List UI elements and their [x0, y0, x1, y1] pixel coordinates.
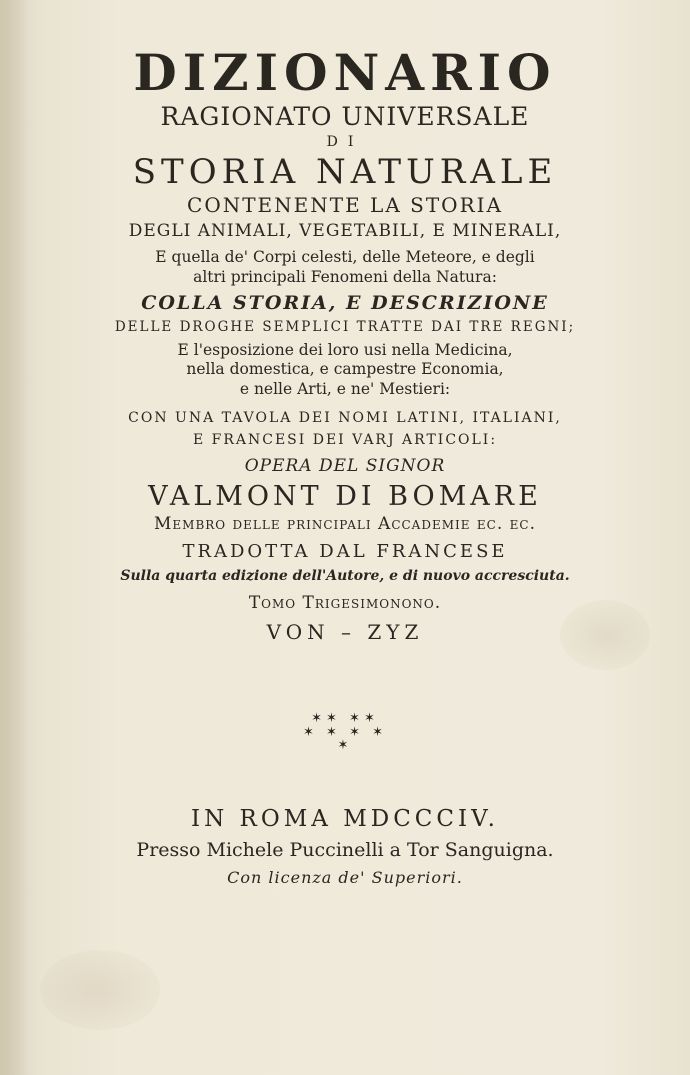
- subtitle-ragionato: RAGIONATO UNIVERSALE: [160, 102, 530, 131]
- author-affiliation: Membro delle principali Accademie ec. ec.: [153, 513, 537, 534]
- volume-range: VON – ZYZ: [266, 619, 424, 644]
- line-esposizione: E l'esposizione dei loro usi nella Medicina,: [177, 340, 513, 359]
- imprint: [0, 808, 690, 886]
- line-opera: OPERA DEL SIGNOR: [244, 455, 446, 476]
- line-droghe: DELLE DROGHE SEMPLICI TRATTE DAI TRE REGNI;: [114, 319, 576, 336]
- edition-note: Sulla quarta edizione dell'Autore, e di nuovo accresciuta.: [120, 567, 570, 584]
- line-degli-animali: DEGLI ANIMALI, VEGETABILI, E MINERALI,: [128, 221, 562, 241]
- ornament-row: ✶: [337, 738, 353, 754]
- preposition-di: DI: [326, 134, 364, 150]
- volume-number: Tomo Trigesimonono.: [248, 592, 442, 613]
- imprint-licence: Con licenza de' Superiori.: [227, 868, 463, 887]
- line-contenente: CONTENENTE LA STORIA: [187, 193, 503, 217]
- ornament-row: ✶ ✶ ✶ ✶: [303, 724, 387, 740]
- title-block: [0, 40, 690, 642]
- line-economia: nella domestica, e campestre Economia,: [186, 360, 504, 379]
- line-mestieri: e nelle Arti, e ne' Mestieri:: [239, 379, 451, 398]
- line-tavola: CON UNA TAVOLA DEI NOMI LATINI, ITALIANI,: [128, 410, 562, 427]
- paper-stain: [40, 950, 160, 1030]
- author-name: VALMONT DI BOMARE: [148, 480, 542, 512]
- ornament-row: ✶✶ ✶✶: [311, 711, 379, 726]
- line-colla-storia: COLLA STORIA, E DESCRIZIONE: [141, 292, 549, 315]
- imprint-printer: Presso Michele Puccinelli a Tor Sanguigna.: [136, 839, 554, 861]
- line-tradotta: TRADOTTA DAL FRANCESE: [182, 540, 508, 562]
- printer-ornament: [0, 712, 690, 753]
- line-francesi: E FRANCESI DEI VARJ ARTICOLI:: [192, 432, 498, 449]
- imprint-city-year: IN ROMA MDCCCIV.: [191, 806, 499, 832]
- main-title: DIZIONARIO: [133, 43, 557, 102]
- line-corpi-celesti: E quella de' Corpi celesti, delle Meteore, e degli: [155, 248, 535, 266]
- subtitle-storia-naturale: STORIA NATURALE: [132, 152, 558, 192]
- line-fenomeni: altri principali Fenomeni della Natura:: [193, 267, 497, 286]
